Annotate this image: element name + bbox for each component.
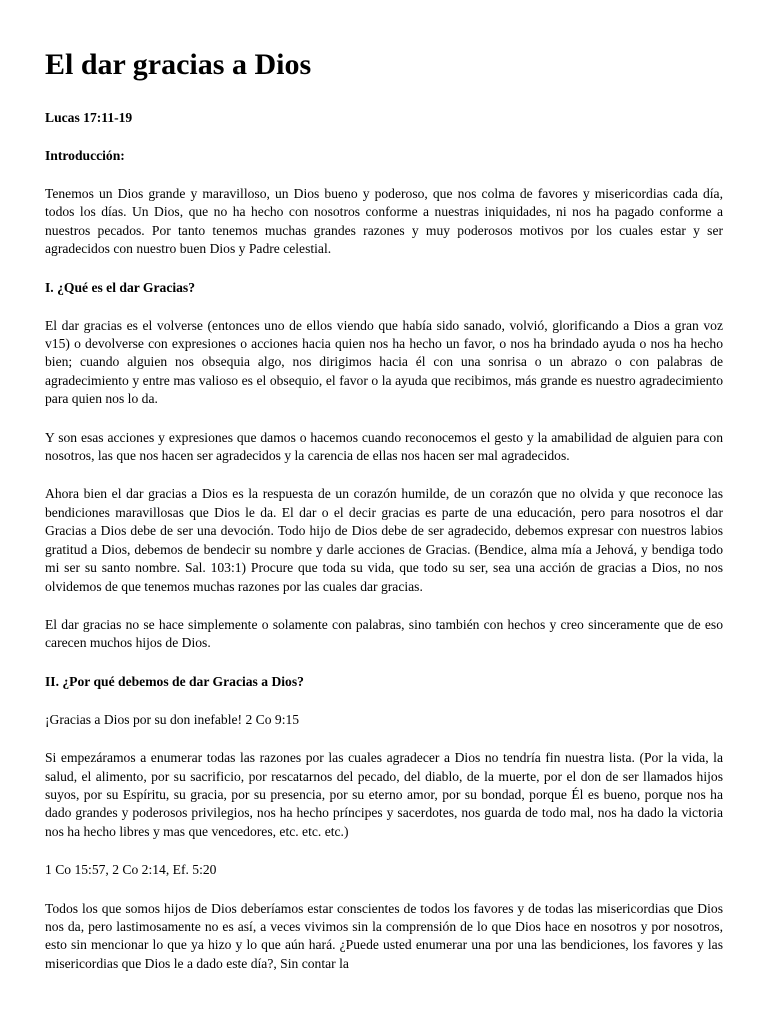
section-1-heading: I. ¿Qué es el dar Gracias? bbox=[45, 279, 196, 295]
section-2-heading: II. ¿Por qué debemos de dar Gracias a Dios? bbox=[45, 673, 304, 689]
intro-heading: Introducción: bbox=[45, 148, 125, 163]
intro-paragraph: Tenemos un Dios grande y maravilloso, un Dios bueno y poderoso, que nos colma de favores y misericordias cada día, todos los días. Un Dios, que no ha hecho con nosotros conforme a nuestras iniquidades, ni nos ha pagado conforme a nuestros pecados. Por tanto tenemos muchas grandes razones y muy poderosos motivos por los cuales estar y ser agradecidos con nuestro buen Dios y Padre celestial. bbox=[45, 186, 723, 257]
scripture-reference: Lucas 17:11-19 bbox=[45, 110, 133, 125]
section-2-verse: ¡Gracias a Dios por su don inefable! 2 Co 9:15 bbox=[45, 711, 300, 727]
document-page bbox=[45, 47, 723, 993]
section-1-paragraph: Y son esas acciones y expresiones que damos o hacemos cuando reconocemos el gesto y la amabilidad de alguien para con nosotros, las que nos hacen ser agradecidos y la carencia de ellas nos hacen ser mal agradecidos. bbox=[45, 429, 723, 464]
section-1-paragraph: Ahora bien el dar gracias a Dios es la respuesta de un corazón humilde, de un corazón que no olvida y que reconoce las bendiciones maravillosas que Dios le da. El dar o el decir gracias es parte de una educación, pero para nosotros el dar Gracias a Dios debe de ser una devoción. Todo hijo de Dios debe de ser agradecido, debemos expresar con nuestros labios gratitud a Dios, debemos de bendecir su nombre y darle acciones de Gracias. (Bendice, alma mía a Jehová, y bendiga todo mi ser su santo nombre. Sal. 103:1) Procure que toda su vida, que todo su ser, sea una acción de gracias a Dios, no nos olvidemos de que tenemos muchas razones por las cuales dar gracias. bbox=[45, 486, 723, 594]
document-title: El dar gracias a Dios bbox=[45, 48, 312, 81]
section-2-paragraph: Todos los que somos hijos de Dios deberíamos estar conscientes de todos los favores y de todas las misericordias que Dios nos da, pero lastimosamente no es así, a veces vivimos sin la comprensión de lo que Dios hace en nosotros y por nosotros, esto sin mencionar lo que ya hizo y lo que aún hará. ¿Puede usted enumerar una por una las bendiciones, los favores y las misericordias que Dios le a dado este día?, Sin contar la bbox=[45, 900, 723, 971]
section-1-paragraph: El dar gracias es el volverse (entonces uno de ellos viendo que había sido sanado, volvió, glorificando a Dios a gran voz v15) o devolverse con expresiones o acciones hacia quien nos ha hecho un favor, o nos ha brindado ayuda o nos ha hecho bien; cuando alguien nos obsequia algo, nos dirigimos hacia él con una sonrisa o un abrazo o con palabras de agradecimiento y entre mas valioso es el obsequio, el favor o la ayuda que recibimos, más grande es nuestro agradecimiento para quien nos lo da. bbox=[45, 317, 723, 407]
section-1-paragraph: El dar gracias no se hace simplemente o solamente con palabras, sino también con hechos y creo sinceramente que de eso carecen muchos hijos de Dios. bbox=[45, 616, 723, 651]
section-2-paragraph: Si empezáramos a enumerar todas las razones por las cuales agradecer a Dios no tendría fin nuestra lista. (Por la vida, la salud, el alimento, por su sacrificio, por rescatarnos del pecado, del diablo, de la muerte, por el don de ser llamados hijos suyos, por su Espíritu, su gracia, por su presencia, por su eterno amor, por su bondad, porque Él es bueno, porque nos ha dado grandes y poderosos privilegios, nos ha hecho príncipes y sacerdotes, nos guarda de todo mal, nos ha dado la victoria nos ha hecho libres y mas que vencedores, etc. etc. etc.) bbox=[45, 750, 723, 839]
section-2-references: 1 Co 15:57, 2 Co 2:14, Ef. 5:20 bbox=[45, 862, 217, 878]
